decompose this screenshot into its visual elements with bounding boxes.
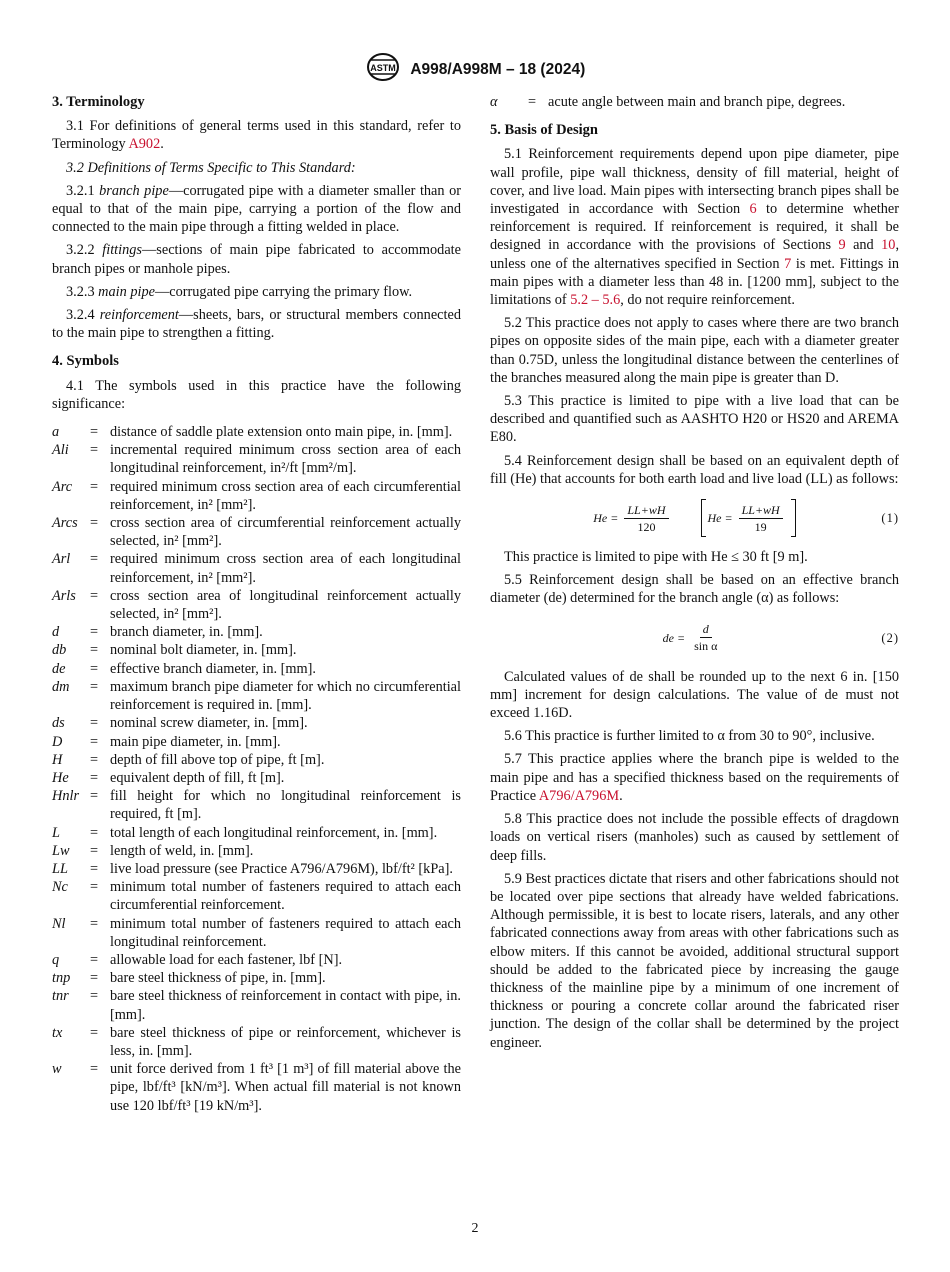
para-3-1: 3.1 For definitions of general terms used in this standard, refer to Terminology A902. [52,118,461,153]
symbol-definition: cross section area of circumferential reinforcement actually selected, in² [mm²]. [110,515,461,550]
symbol-row [52,514,461,550]
symbol-term: He [52,769,69,786]
symbol-term: db [52,642,67,659]
symbol-row [52,769,461,787]
symbol-definition: fill height for which no longitudinal reinforcement is required, ft [m]. [110,788,461,823]
symbol-term: de [52,660,66,677]
symbol-definition: incremental required minimum cross section area of each longitudinal reinforcement, in²/ft [mm²/m]. [110,442,461,477]
eq2-numerator: d [700,621,712,638]
link-5-2-5-6[interactable]: 5.2 – 5.6 [570,292,621,309]
eq2-number: (2) [881,630,899,645]
link-section-6[interactable]: 6 [749,201,757,218]
symbol-term: LL [52,860,68,877]
equals-sign: = [90,860,99,877]
symbol-row [52,824,461,842]
equals-sign: = [90,1024,99,1041]
symbol-term: d [52,624,60,641]
symbol-definition: nominal screw diameter, in. [mm]. [110,715,308,732]
link-section-10[interactable]: 10 [881,237,896,254]
symbol-definition: minimum total number of fasteners required to attach each circumferential reinforcement. [110,879,461,914]
symbol-row [52,915,461,951]
eq1-si-numerator: LL+wH [739,502,783,519]
symbol-row [52,860,461,878]
section-3-title: 3. Terminology [52,94,145,110]
symbol-definition: required minimum cross section area of each longitudinal reinforcement, in² [mm²]. [110,551,461,586]
para-5-5: 5.5 Reinforcement design shall be based on an effective branch diameter (de) determined for the branch angle (α) as follows: [490,572,899,607]
symbol-row [52,969,461,987]
equals-sign: = [90,551,99,568]
symbol-term: D [52,733,63,750]
eq1-lhs: He [593,510,608,525]
link-a902[interactable]: A902 [128,136,161,153]
para-5-1: 5.1 Reinforcement requirements depend upon pipe diameter, pipe wall profile, pipe wall thickness, density of fill material, height of cover, and live load. Main pipes with intersecting branch pipes shall be investigated in accordance with Section 6 to determine whether reinforcement is required. If reinforcement is required, it shall be designed in accordance with the provisions of Sections 9 and 10, unless one of the alternatives specified in Section 7 is met. Fittings in main pipes with a diameter less than 48 in. [1200 mm], subject to the limitations of 5.2 – 5.6, do not require reinforcement. [490,146,900,309]
eq1-si-lhs: He [707,510,722,525]
link-section-7[interactable]: 7 [784,255,792,272]
equals-sign: = [90,660,99,677]
para-5-5-note: Calculated values of de shall be rounded up to the next 6 in. [150 mm] increment for design calculations. The value of de must not exceed 1.16D. [490,668,899,722]
svg-text:ASTM: ASTM [370,63,396,73]
symbol-row [52,660,461,678]
para-5-4: 5.4 Reinforcement design shall be based on an equivalent depth of fill (He) that accounts for both earth load and live load (LL) as follows: [490,452,899,487]
symbol-term: Ali [52,442,69,459]
equals-sign: = [90,715,99,732]
equals-sign: = [90,915,99,932]
symbol-term: Arls [52,587,76,604]
symbol-definition: acute angle between main and branch pipe, degrees. [548,94,846,110]
symbol-definition: nominal bolt diameter, in. [mm]. [110,642,297,659]
equals-sign: = [90,951,99,968]
para-5-9: 5.9 Best practices dictate that risers and other fabrications should not be located over pipe sections that already have welded fabrications. Although permissible, it is best to locate risers, laterals, and any other fabricated connections away from areas with other fabrications such as elbow miters. If this cannot be avoided, additional structural support should be added to the fabricated piece by increasing the gauge thickness of the mainline pipe by a minimum of one increment of thickness or pouring a concrete collar around the fabricated riser junction. The design of the collar shall be determined by the project engineer. [490,870,899,1051]
eq1-number: (1) [881,510,899,525]
equals-sign: = [90,988,99,1005]
para-5-2: 5.2 This practice does not apply to cases where there are two branch pipes on opposite sides of the main pipe, each with a diameter greater than 0.75D, unless the longitudinal distance between the centerlines of the branches measured along the main pipe is greater than D. [490,315,899,386]
symbol-definition: bare steel thickness of pipe, in. [mm]. [110,970,326,987]
eq1-numerator: LL+wH [624,502,668,519]
symbol-term: Hnlr [52,788,80,805]
page-number: 2 [471,1221,479,1236]
symbol-definition: branch diameter, in. [mm]. [110,624,263,641]
section-4-title: 4. Symbols [52,353,119,370]
symbol-term: q [52,951,60,968]
equals-sign: = [90,478,99,495]
symbol-alpha: α = acute angle between main and branch pipe, degrees. [490,93,899,111]
symbol-term: Arc [52,478,73,495]
symbol-definition: cross section area of longitudinal reinforcement actually selected, in² [mm²]. [110,587,461,623]
eq2-denominator: sin α [694,639,718,654]
eq1-si-denominator: 19 [754,519,767,534]
equals-sign: = [90,587,99,604]
page-header [0,52,950,87]
symbol-row [52,1060,461,1115]
symbol-definition: depth of fill above top of pipe, ft [m]. [110,751,325,768]
para-3-2-1: 3.2.1 branch pipe—corrugated pipe with a diameter smaller than or equal to that of the main pipe, carrying a portion of the flow and connected to the main pipe through a fitting welded in place. [52,182,462,236]
symbol-row [52,550,461,586]
equals-sign: = [90,442,99,459]
standard-designation: A998/A998M – 18 (2024) [410,60,586,78]
link-a796[interactable]: A796/A796M [538,787,620,804]
equals-sign: = [90,751,99,768]
symbol-term: Arl [52,551,71,568]
para-3-2-3: 3.2.3 main pipe—corrugated pipe carrying the primary flow. [66,283,413,300]
equals-sign: = [90,624,99,641]
symbols-list [52,423,461,1115]
symbol-row [52,641,461,659]
equals-sign: = [90,642,99,659]
symbol-term: dm [52,678,70,695]
para-5-8: 5.8 This practice does not include the possible effects of dragdown loads on vertical risers (manholes) such as caused by settlement of deep fills. [490,811,899,864]
symbol-row [52,678,461,714]
para-5-4-limit: This practice is limited to pipe with He ≤ 30 ft [9 m]. [504,549,808,566]
symbol-term: tnr [52,988,69,1005]
equation-1: He = $\frac{LL+wH}{120}$ He = $\frac{LL+wH}{19}$ (1) [490,498,899,538]
equals-sign: = [90,842,99,859]
symbol-term: tx [52,1024,63,1041]
symbol-term: ds [52,715,65,732]
symbol-definition: distance of saddle plate extension onto main pipe, in. [mm]. [110,424,453,441]
para-3-2: 3.2 Definitions of Terms Specific to This Standard: [66,159,356,176]
left-column [52,93,461,1115]
para-5-6: 5.6 This practice is further limited to α from 30 to 90°, inclusive. [504,728,875,745]
symbol-definition: minimum total number of fasteners required to attach each longitudinal reinforcement. [110,915,461,950]
symbol-definition: total length of each longitudinal reinforcement, in. [mm]. [110,824,438,841]
symbol-term: tnp [52,970,71,987]
equals-sign: = [90,769,99,786]
eq1-si-bracket: He = $\frac{LL+wH}{19}$ [701,500,796,536]
symbol-term: Arcs [52,515,78,532]
symbol-row [52,1024,461,1060]
symbol-row [52,878,461,914]
symbol-term: Nl [52,915,66,932]
symbol-row [52,951,461,969]
para-4-1: 4.1 The symbols used in this practice have the following significance: [52,377,461,412]
symbol-definition: allowable load for each fastener, lbf [N]. [110,951,343,968]
symbol-term: α [490,94,498,110]
symbol-row [52,587,461,623]
equals-sign: = [90,788,99,805]
section-5-title: 5. Basis of Design [490,122,598,139]
equals-sign: = [90,424,99,441]
symbol-term: H [52,751,63,768]
symbol-definition: bare steel thickness of reinforcement in contact with pipe, in. [mm]. [110,988,461,1023]
symbol-definition: required minimum cross section area of each circumferential reinforcement, in² [mm²]. [110,478,461,513]
symbol-definition: unit force derived from 1 ft³ [1 m³] of fill material above the pipe, lbf/ft³ [kN/m³]. When actual fill material is not known use 120 lbf/ft³ [19 kN/m³]. [110,1061,461,1114]
para-5-7: 5.7 This practice applies where the branch pipe is welded to the main pipe and has a specified thickness based on the requirements of Practice A796/A796M. [490,751,899,804]
equals-sign: = [90,879,99,896]
symbol-row [52,787,461,823]
astm-logo-icon [365,52,401,87]
symbol-definition: effective branch diameter, in. [mm]. [110,660,316,677]
symbol-definition: live load pressure (see Practice A796/A796M), lbf/ft² [kPa]. [110,860,453,877]
symbol-row [52,842,461,860]
symbol-definition: bare steel thickness of pipe or reinforcement, whichever is less, in. [mm]. [110,1024,461,1059]
symbol-row [52,478,461,514]
symbol-definition: main pipe diameter, in. [mm]. [110,733,281,750]
symbol-term: Nc [52,879,68,896]
symbol-row [52,987,461,1023]
eq2-lhs: de [662,630,674,645]
symbol-definition: maximum branch pipe diameter for which no circumferential reinforcement is required in. [mm]. [110,678,461,714]
symbol-row [52,733,461,751]
symbol-row [52,714,461,732]
symbol-definition: length of weld, in. [mm]. [110,842,254,859]
symbol-term: a [52,424,60,441]
equals-sign: = [90,824,99,841]
symbol-term: L [52,824,60,841]
symbol-definition: equivalent depth of fill, ft [m]. [110,769,285,786]
equals-sign: = [90,515,99,532]
para-3-2-2: 3.2.2 fittings—sections of main pipe fabricated to accommodate branch pipes or manhole pipes. [52,242,461,277]
right-column [490,93,899,1057]
symbol-row [52,623,461,641]
equals-sign: = [90,678,99,695]
symbol-term: w [52,1061,62,1078]
equation-2: de = $\frac{d}{\text{sin α}}$ (2) [662,622,899,654]
symbol-row [52,423,461,441]
symbol-row [52,441,461,477]
symbol-term: Lw [52,842,70,859]
equals-sign: = [90,1061,99,1078]
equals-sign: = [90,970,99,987]
eq1-denominator: 120 [637,519,656,534]
equals-sign: = [90,733,99,750]
link-section-9[interactable]: 9 [838,237,846,254]
para-3-2-4: 3.2.4 reinforcement—sheets, bars, or structural members connected to the main pipe to strengthen a fitting. [52,307,461,342]
symbol-row [52,751,461,769]
para-5-3: 5.3 This practice is limited to pipe with a live load that can be described and quantified such as AASHTO H20 or HS20 and AREMA E80. [490,393,899,446]
